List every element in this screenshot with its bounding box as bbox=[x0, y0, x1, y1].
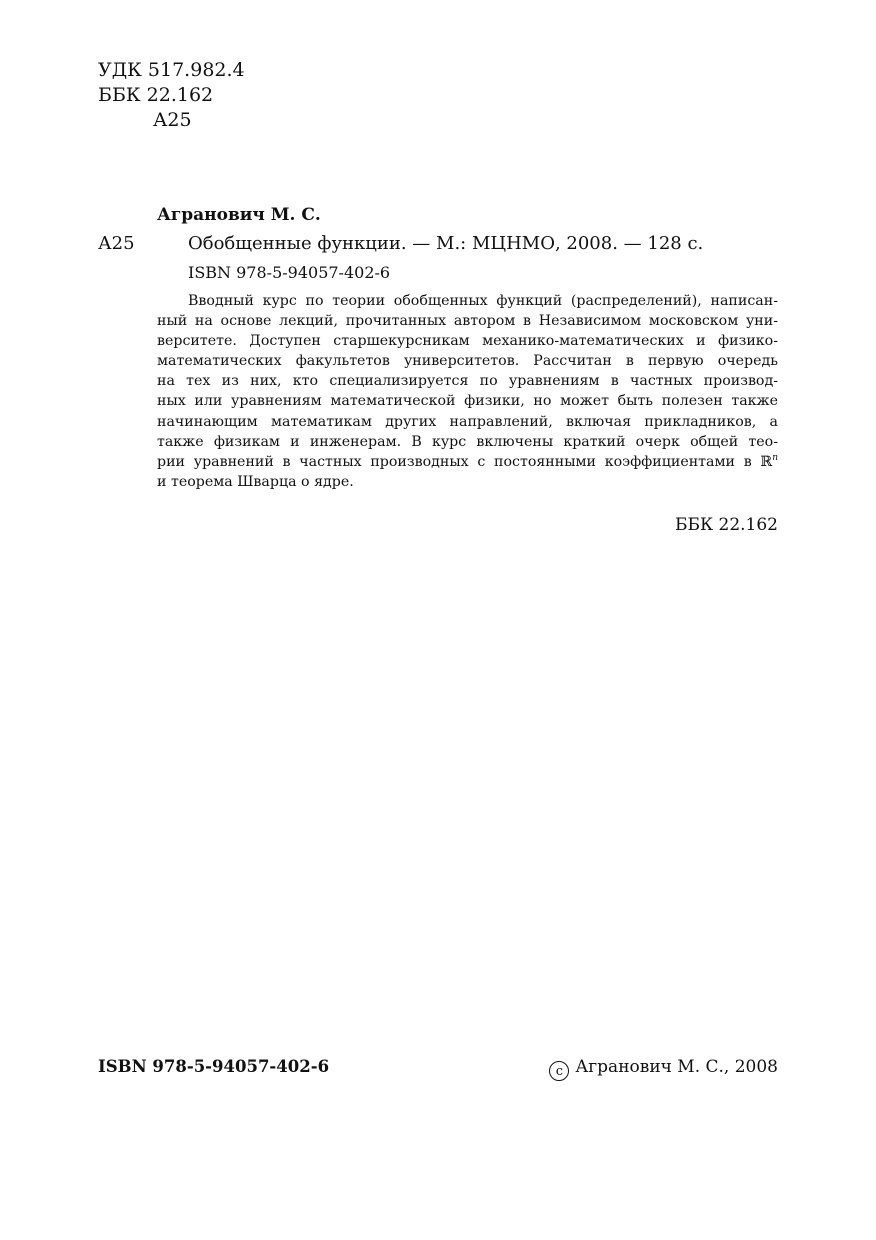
abstract-line: ных или уравнениям математической физики, но может быть полезен также bbox=[157, 393, 778, 410]
copyright-icon: c bbox=[549, 1061, 569, 1081]
isbn-footer: ISBN 978-5-94057-402-6 bbox=[98, 1057, 330, 1076]
author-mark-entry: А25 bbox=[98, 233, 135, 254]
abstract-line: математических факультетов университетов. Рассчитан в первую очередь bbox=[157, 353, 778, 370]
abstract-line: верситете. Доступен старшекурсникам механико-математических и физико- bbox=[157, 333, 778, 350]
abstract bbox=[157, 291, 778, 492]
abstract-line-text: рии уравнений в частных производных с постоянными коэффициентами в ℝ bbox=[157, 453, 773, 470]
author-mark: А25 bbox=[153, 109, 192, 131]
book-isbn: ISBN 978-5-94057-402-6 bbox=[188, 263, 391, 282]
book-author: Агранович М. С. bbox=[157, 205, 321, 225]
copyright-notice bbox=[549, 1057, 778, 1081]
abstract-line: начинающим математикам других направлений, включая прикладников, а bbox=[157, 413, 778, 430]
bbk-code: ББК 22.162 bbox=[98, 84, 214, 106]
abstract-line: и теорема Шварца о ядре. bbox=[157, 473, 354, 490]
copyright-text: Агранович М. С., 2008 bbox=[575, 1057, 778, 1077]
superscript-n: n bbox=[772, 452, 778, 463]
abstract-line: Вводный курс по теории обобщенных функций (распределений), написан- bbox=[188, 293, 778, 309]
book-title-imprint: Обобщенные функции. — М.: МЦНМО, 2008. — 128 с. bbox=[188, 233, 704, 254]
udk-code: УДК 517.982.4 bbox=[98, 59, 245, 81]
abstract-line: также физикам и инженерам. В курс включены краткий очерк общей тео- bbox=[157, 433, 778, 450]
abstract-line-formula bbox=[157, 452, 778, 472]
abstract-line: на тех из них, кто специализируется по уравнениям в частных производ- bbox=[157, 373, 778, 390]
abstract-line: ный на основе лекций, прочитанных автором в Независимом московском уни- bbox=[157, 313, 778, 330]
bbk-code-right: ББК 22.162 bbox=[674, 515, 778, 535]
